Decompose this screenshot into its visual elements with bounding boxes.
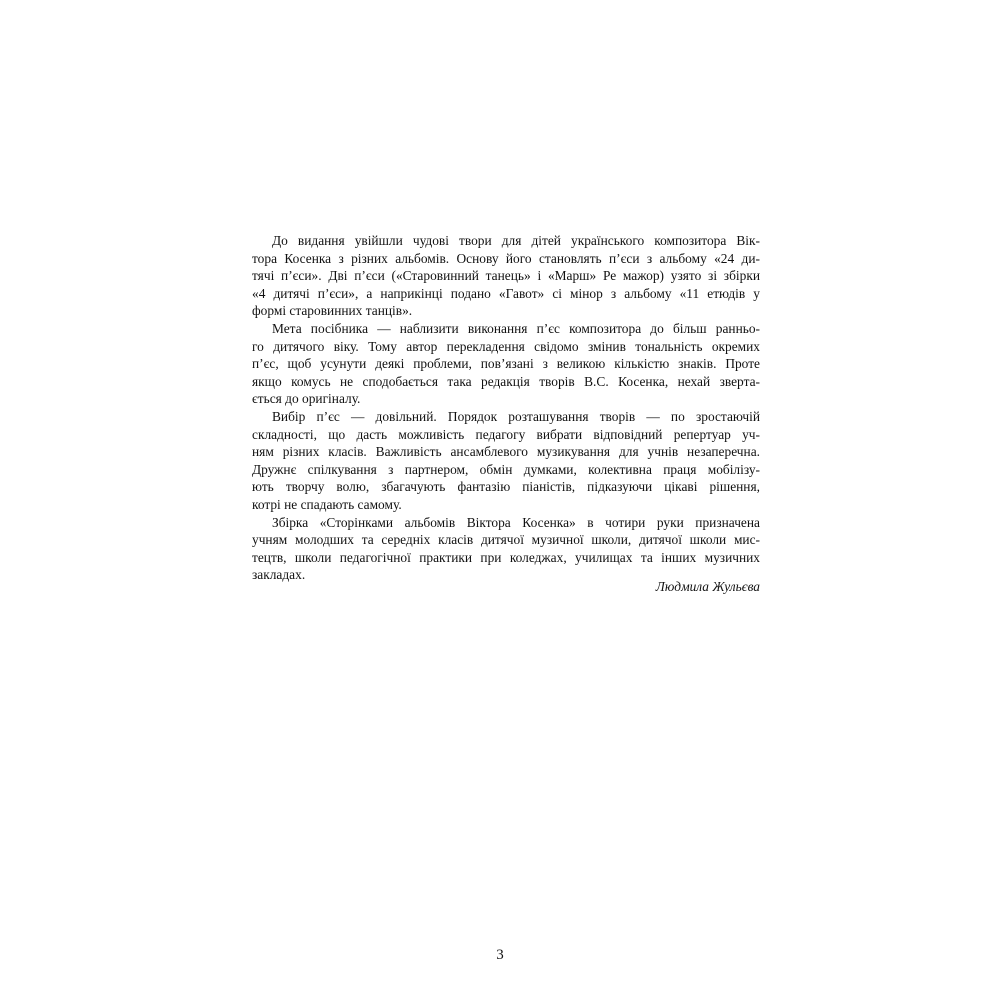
text-line: учням молодших та середніх класів дитячої музичної школи, дитячої школи мис-	[252, 532, 760, 548]
text-line: котрі не спадають самому.	[252, 496, 402, 512]
text-line: До видання увійшли чудові твори для дітей українського композитора Вік-	[272, 233, 760, 248]
paragraph-4	[252, 514, 760, 584]
text-line: формі старовинних танців».	[252, 303, 413, 319]
page-number: 3	[496, 947, 504, 963]
text-line: закладах.	[252, 567, 306, 583]
text-line: тецтв, школи педагогічної практики при коледжах, училищах та інших музичних	[252, 549, 760, 565]
text-line: складності, що дасть можливість педагогу вибрати відповідний репертуар уч-	[252, 426, 760, 442]
text-line: Мета посібника — наблизити виконання п’єс композитора до більш ранньо-	[272, 320, 760, 336]
text-line: тора Косенка з різних альбомів. Основу його становлять п’єси з альбому «24 ди-	[252, 250, 760, 266]
text-line: «4 дитячі п’єси», а наприкінці подано «Гавот» сі мінор з альбому «11 етюдів у	[252, 285, 760, 301]
text-line: тячі п’єси». Дві п’єси («Старовинний танець» і «Марш» Ре мажор) узято зі збірки	[252, 268, 760, 284]
paragraph-3	[252, 408, 760, 514]
text-line: Дружнє спілкування з партнером, обмін думками, колективна праця мобілізу-	[252, 461, 760, 477]
text-line: ням різних класів. Важливість ансамблевого музикування для учнів незаперечна.	[252, 444, 760, 460]
text-line: п’єс, щоб усунути деякі проблеми, пов’язані з великою кількістю знаків. Проте	[252, 356, 760, 372]
text-line: ється до оригіналу.	[252, 391, 361, 407]
paragraph-1	[252, 232, 760, 320]
text-line: го дитячого віку. Тому автор перекладення свідомо змінив тональність окремих	[252, 338, 760, 354]
text-line: ють творчу волю, збагачують фантазію піаністів, підказуючи цікаві рішення,	[252, 479, 760, 495]
author-signature: Людмила Жульєва	[655, 579, 760, 594]
preface-text	[252, 232, 760, 584]
paragraph-2	[252, 320, 760, 408]
text-line: Збірка «Сторінками альбомів Віктора Косенка» в чотири руки призначена	[272, 514, 760, 530]
text-line: якщо комусь не сподобається така редакція творів В.С. Косенка, нехай зверта-	[252, 373, 760, 389]
text-line: Вибір п’єс — довільний. Порядок розташування творів — по зростаючій	[272, 408, 760, 424]
